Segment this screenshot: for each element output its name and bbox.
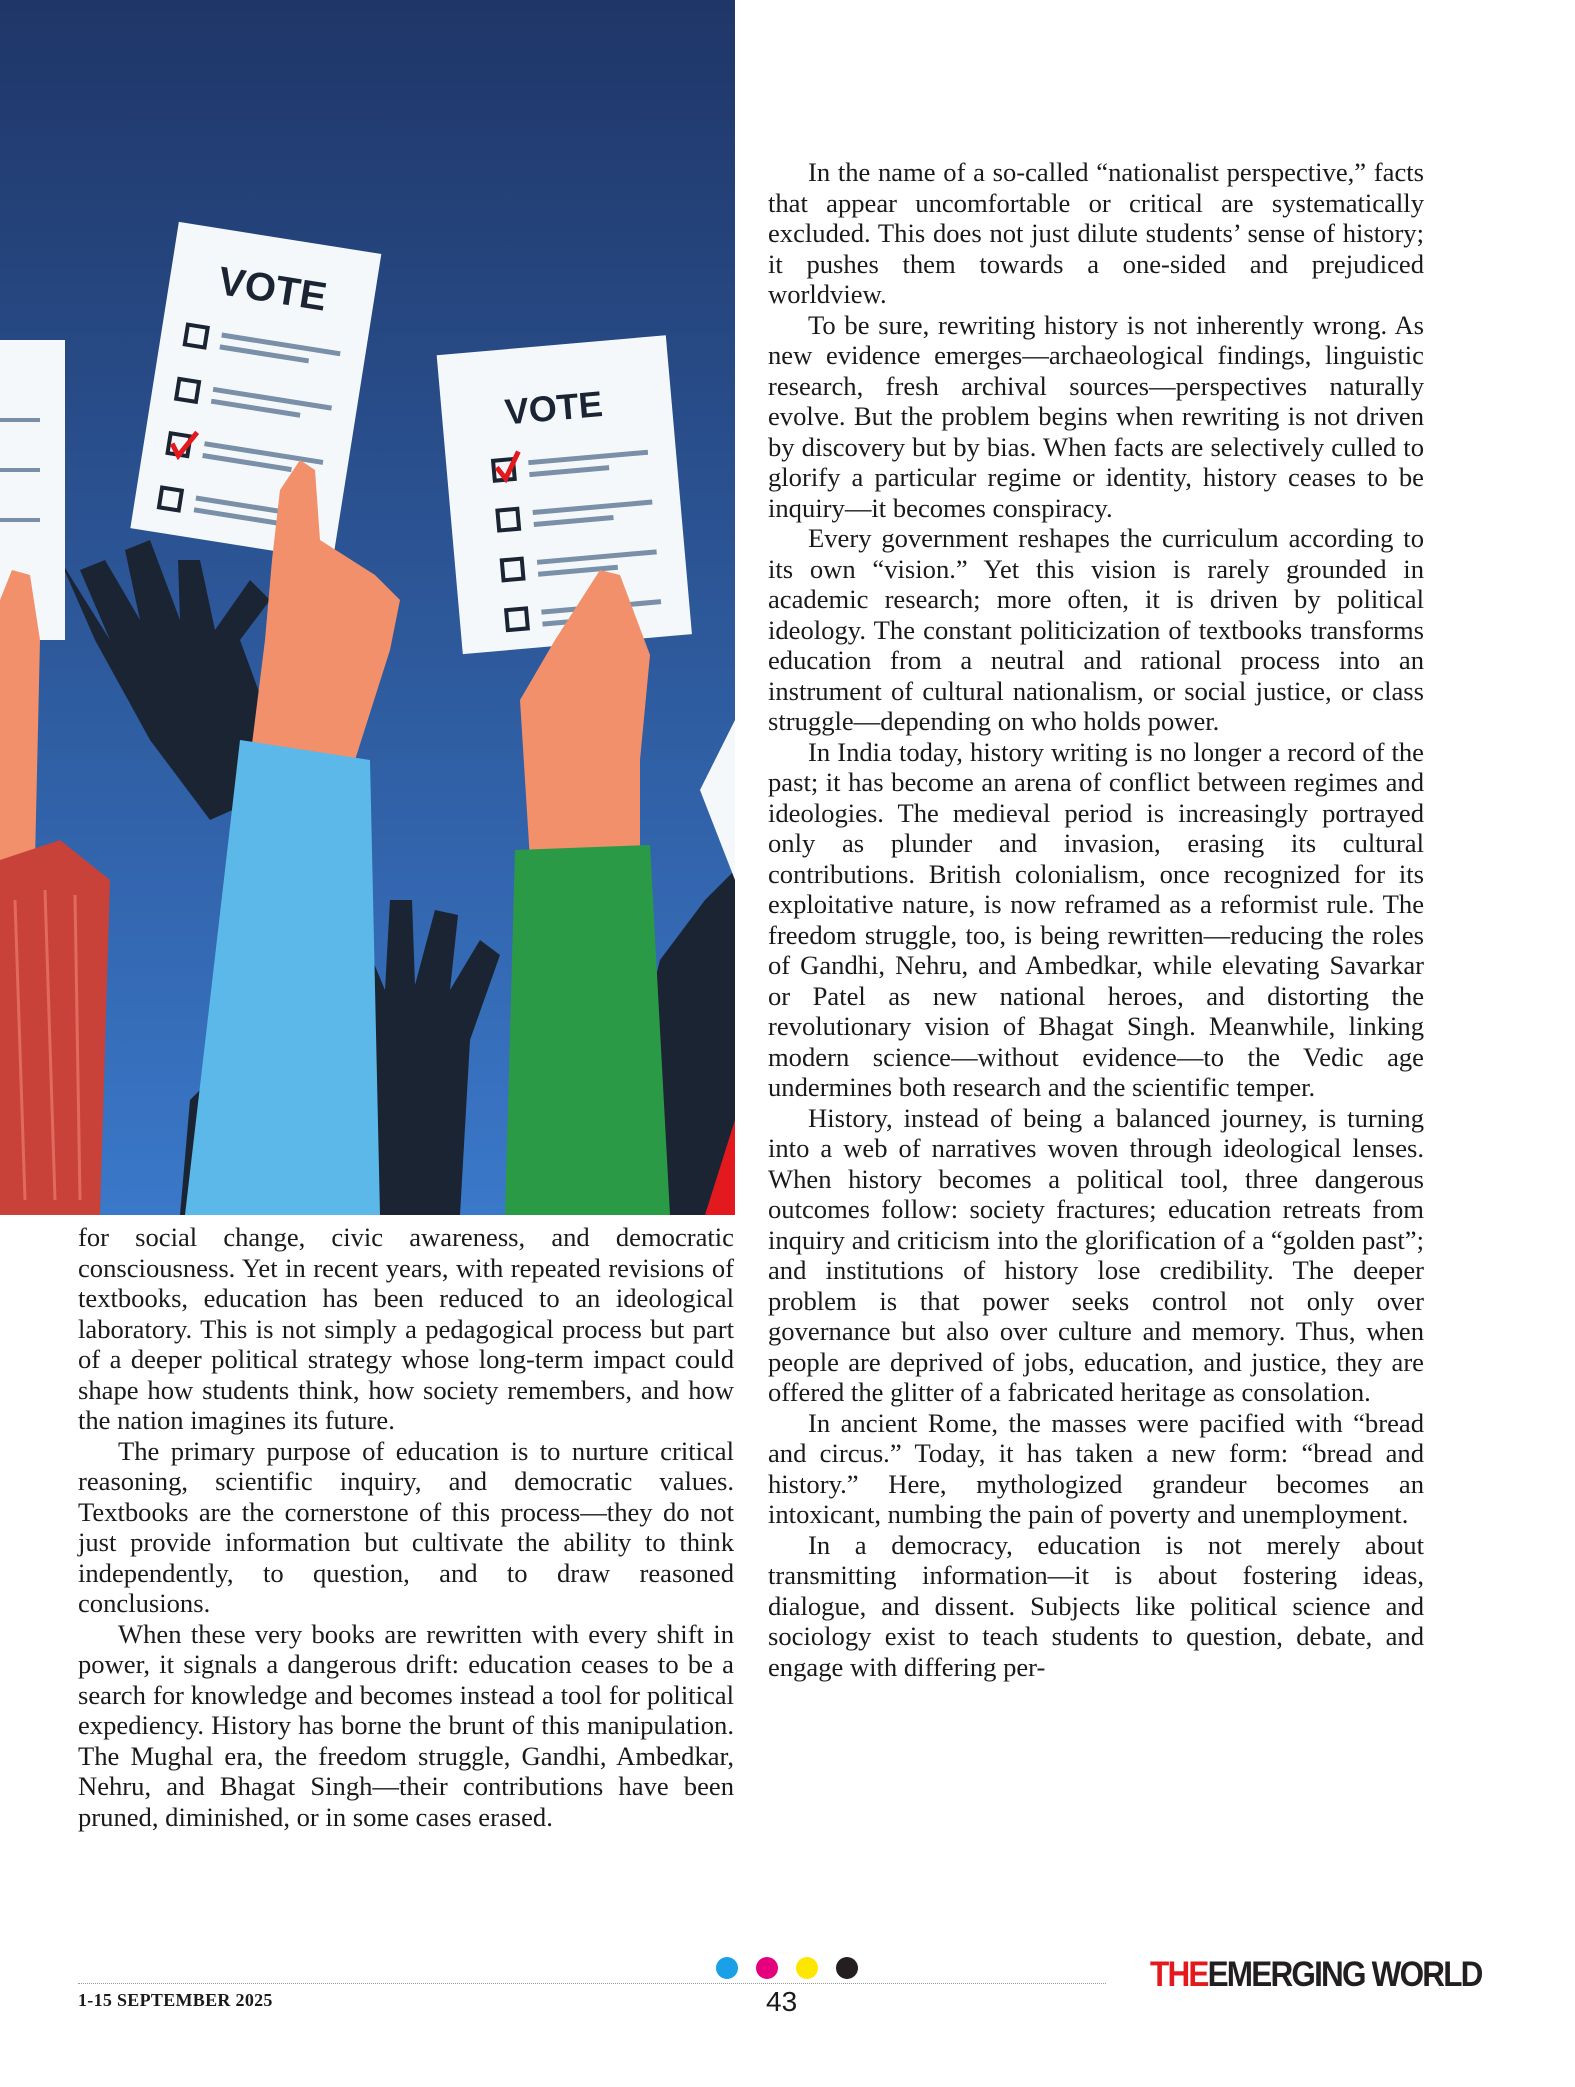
- registration-dot-black: [836, 1957, 858, 1979]
- article-column-right: [768, 157, 1424, 1682]
- issue-date: 1-15 SEPTEMBER 2025: [78, 1990, 273, 2010]
- registration-marks: [716, 1957, 858, 1979]
- article-paragraph: When these very books are rewritten with every shift in power, it signals a dangerous drift: education ceases to be a search for knowledge and becomes instead a tool for political expediency. History has borne the brunt of this manipulation. The Mughal era, the freedom struggle, Gandhi, Ambedkar, Nehru, and Bhagat Singh—their contributions have been pruned, diminished, or in some cases erased.: [78, 1618, 734, 1832]
- hand-far-left: [0, 570, 40, 880]
- voting-hands-illustration: [0, 0, 735, 1215]
- article-paragraph: for social change, civic awareness, and democratic consciousness. Yet in recent years, with repeated revisions of textbooks, education has been reduced to an ideological laboratory. This is not simply a pedagogical process but part of a deeper political strategy whose long-term impact could shape how students think, how society remembers, and how the nation imagines its future.: [78, 1222, 734, 1435]
- article-paragraph: History, instead of being a balanced journey, is turning into a web of narratives woven through ideological lenses. When history becomes a political tool, three dangerous outcomes follow: society fractures; education retreats from inquiry and criticism into the glorification of a “golden past”; and institutions of history lose credibility. The deeper problem is that power seeks control not only over governance but also over culture and memory. Thus, when people are deprived of jobs, education, and justice, they are offered the glitter of a fabricated heritage as consolation.: [768, 1102, 1424, 1407]
- article-paragraph: In ancient Rome, the masses were pacified with “bread and circus.” Today, it has taken a new form: “bread and history.” Here, mythologized grandeur becomes an intoxicant, numbing the pain of poverty and unemployment.: [768, 1407, 1424, 1529]
- article-paragraph: In the name of a so-called “nationalist perspective,” facts that appear uncomfortable or critical are systematically excluded. This does not just dilute students’ sense of history; it pushes them towards a one-sided and prejudiced worldview.: [768, 157, 1424, 309]
- ballot-right-heading: VOTE: [503, 383, 605, 433]
- illustration-svg: [0, 0, 735, 1215]
- registration-dot-cyan: [716, 1957, 738, 1979]
- ballot-right: [437, 335, 692, 654]
- page-number: 43: [766, 1986, 798, 2017]
- article-paragraph: Every government reshapes the curriculum according to its own “vision.” Yet this vision is rarely grounded in academic research; more often, it is driven by political ideology. The constant politicization of textbooks transforms education from a neutral and rational process into an instrument of cultural nationalism, or social justice, or class struggle—depending on who holds power.: [768, 523, 1424, 736]
- registration-dot-yellow: [796, 1957, 818, 1979]
- article-paragraph: In India today, history writing is no longer a record of the past; it has become an arena of conflict between regimes and ideologies. The medieval period is increasingly portrayed only as plunder and invasion, erasing its cultural contributions. British colonialism, once recognized for its exploitative nature, is now reframed as a reformist rule. The freedom struggle, too, is being rewritten—reducing the roles of Gandhi, Nehru, and Ambedkar, while elevating Savarkar or Patel as new national heroes, and distorting the revolutionary vision of Bhagat Singh. Meanwhile, linking modern science—without evidence—to the Vedic age undermines both research and the scientific temper.: [768, 736, 1424, 1102]
- article-column-left: [78, 1222, 734, 1832]
- registration-dot-magenta: [756, 1957, 778, 1979]
- article-paragraph: The primary purpose of education is to nurture critical reasoning, scientific inquiry, and democratic values. Textbooks are the cornerstone of this process—they do not just provide information but cultivate the ability to think independently, to question, and to draw reasoned conclusions.: [78, 1435, 734, 1618]
- logo-emerging-world: EMERGING WORLD: [1207, 1955, 1482, 1994]
- magazine-logo: [1150, 1955, 1482, 1995]
- article-paragraph: In a democracy, education is not merely about transmitting information—it is about fostering ideas, dialogue, and dissent. Subjects like political science and sociology exist to teach students to question, debate, and engage with differing per-: [768, 1529, 1424, 1682]
- article-paragraph: To be sure, rewriting history is not inherently wrong. As new evidence emerges—archaeological findings, linguistic research, fresh archival sources—perspectives naturally evolve. But the problem begins when rewriting is not driven by discovery but by bias. When facts are selectively culled to glorify a particular regime or identity, history ceases to be inquiry—it becomes conspiracy.: [768, 309, 1424, 523]
- logo-the: THE: [1150, 1955, 1208, 1994]
- ballot-left-heading: VOTE: [215, 259, 330, 320]
- green-sleeve: [505, 845, 670, 1215]
- footer-divider: [78, 1983, 1106, 1984]
